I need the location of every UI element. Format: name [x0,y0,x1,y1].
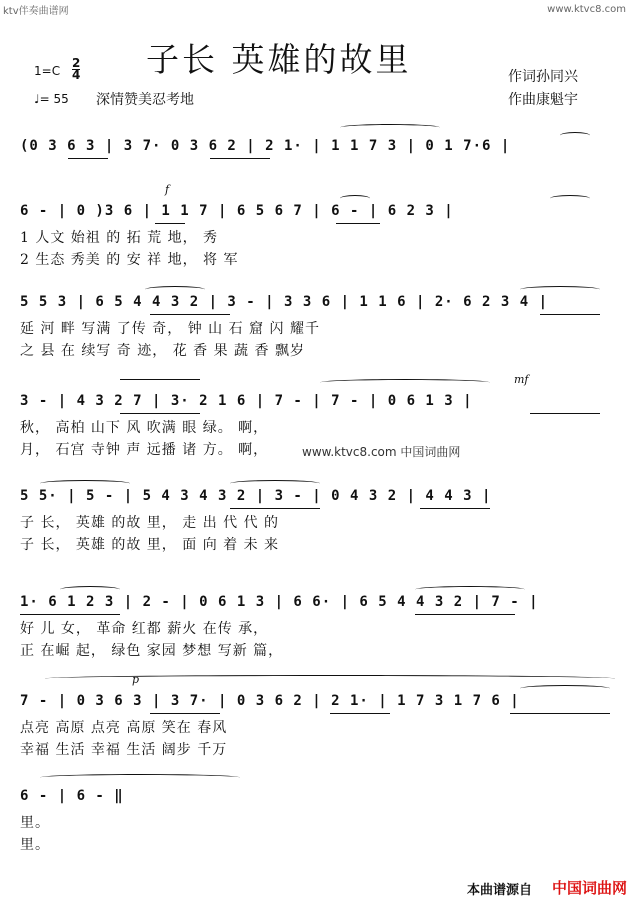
lyrics-verse-2: 月， 石宫 寺钟 声 远播 诸 方。 啊， [20,442,269,458]
notes-line: 3 - | 4 3 2 7 | 3· 2 1 6 | 7 - | 7 - | 0 6 1 3 | [20,393,473,409]
lyrics-verse-2: 2 生态 秀美 的 安 祥 地， 将 军 [20,252,239,268]
lyricist-credit: 作词孙同兴 [508,69,578,85]
lyrics-verse-2: 子 长， 英雄 的故 里， 面 向 着 未 来 [20,537,280,553]
dynamic-mark: f [165,183,170,196]
notes-line: 5 5 3 | 6 5 4 4 3 2 | 3 - | 3 3 6 | 1 1 6 | 2· 6 2 3 4 | [20,294,549,310]
expression-text: 深情赞美忍考地 [96,92,194,108]
lyrics-verse-1: 好 儿 女， 革命 红都 薪火 在传 承， [20,621,269,637]
dynamic-mark: p [132,673,140,686]
lyrics-verse-2: 幸福 生活 幸福 生活 阔步 千万 [20,742,228,758]
lyrics-verse-1: 1 人文 始祖 的 拓 荒 地， 秀 [20,230,219,246]
notes-line: 1· 6 1 2 3 | 2 - | 0 6 1 3 | 6 6· | 6 5 4 4 3 2 | 7 - | [20,594,539,610]
footer-source-label: 本曲谱源自 [467,883,533,898]
lyrics-verse-1: 子 长， 英雄 的故 里， 走 出 代 代 的 [20,515,280,531]
lyrics-verse-2: 之 县 在 续写 奇 迹， 花 香 果 蔬 香 飘岁 [20,343,305,359]
notes-line: 6 - | 0 )3 6 | 1 1 7 | 6 5 6 7 | 6 - | 6 2 3 | [20,203,454,219]
lyrics-verse-1: 秋， 高柏 山下 风 吹满 眼 绿。 啊， [20,420,269,436]
lyrics-verse-2: 里。 [20,837,50,853]
lyrics-verse-1: 里。 [20,815,50,831]
watermark-middle: www.ktvc8.com 中国词曲网 [302,445,461,459]
composer-credit: 作曲康魁宇 [508,92,578,108]
time-signature-bottom: 4 [72,68,81,82]
lyrics-verse-1: 延 河 畔 写满 了传 奇， 钟 山 石 窟 闪 耀千 [20,321,320,337]
notes-line: 5 5· | 5 - | 5 4 3 4 3 2 | 3 - | 0 4 3 2 | 4 4 3 | [20,488,492,504]
footer-site-name[interactable]: 中国词曲网 [552,879,628,897]
tempo-marking: ♩= 55 [34,92,69,106]
key-signature: 1=C [34,64,61,78]
notes-line: (0 3 6 3 | 3 7· 0 3 6 2 | 2 1· | 1 1 7 3 | 0 1 7·6 | [20,138,511,154]
time-signature-top: 2 [72,56,81,70]
dynamic-mark: mf [514,373,529,386]
notes-line: 6 - | 6 - ‖ [20,788,124,804]
notes-line: 7 - | 0 3 6 3 | 3 7· | 0 3 6 2 | 2 1· | 1 7 3 1 7 6 | [20,693,520,709]
watermark-top-right: www.ktvc8.com [547,4,626,15]
time-signature [72,58,80,81]
song-title: 子长 英雄的故里 [146,40,412,79]
lyrics-verse-1: 点亮 高原 点亮 高原 笑在 春风 [20,720,228,736]
lyrics-verse-2: 正 在崛 起， 绿色 家园 梦想 写新 篇， [20,643,284,659]
watermark-top-left: ktv伴奏曲谱网 [3,6,69,17]
